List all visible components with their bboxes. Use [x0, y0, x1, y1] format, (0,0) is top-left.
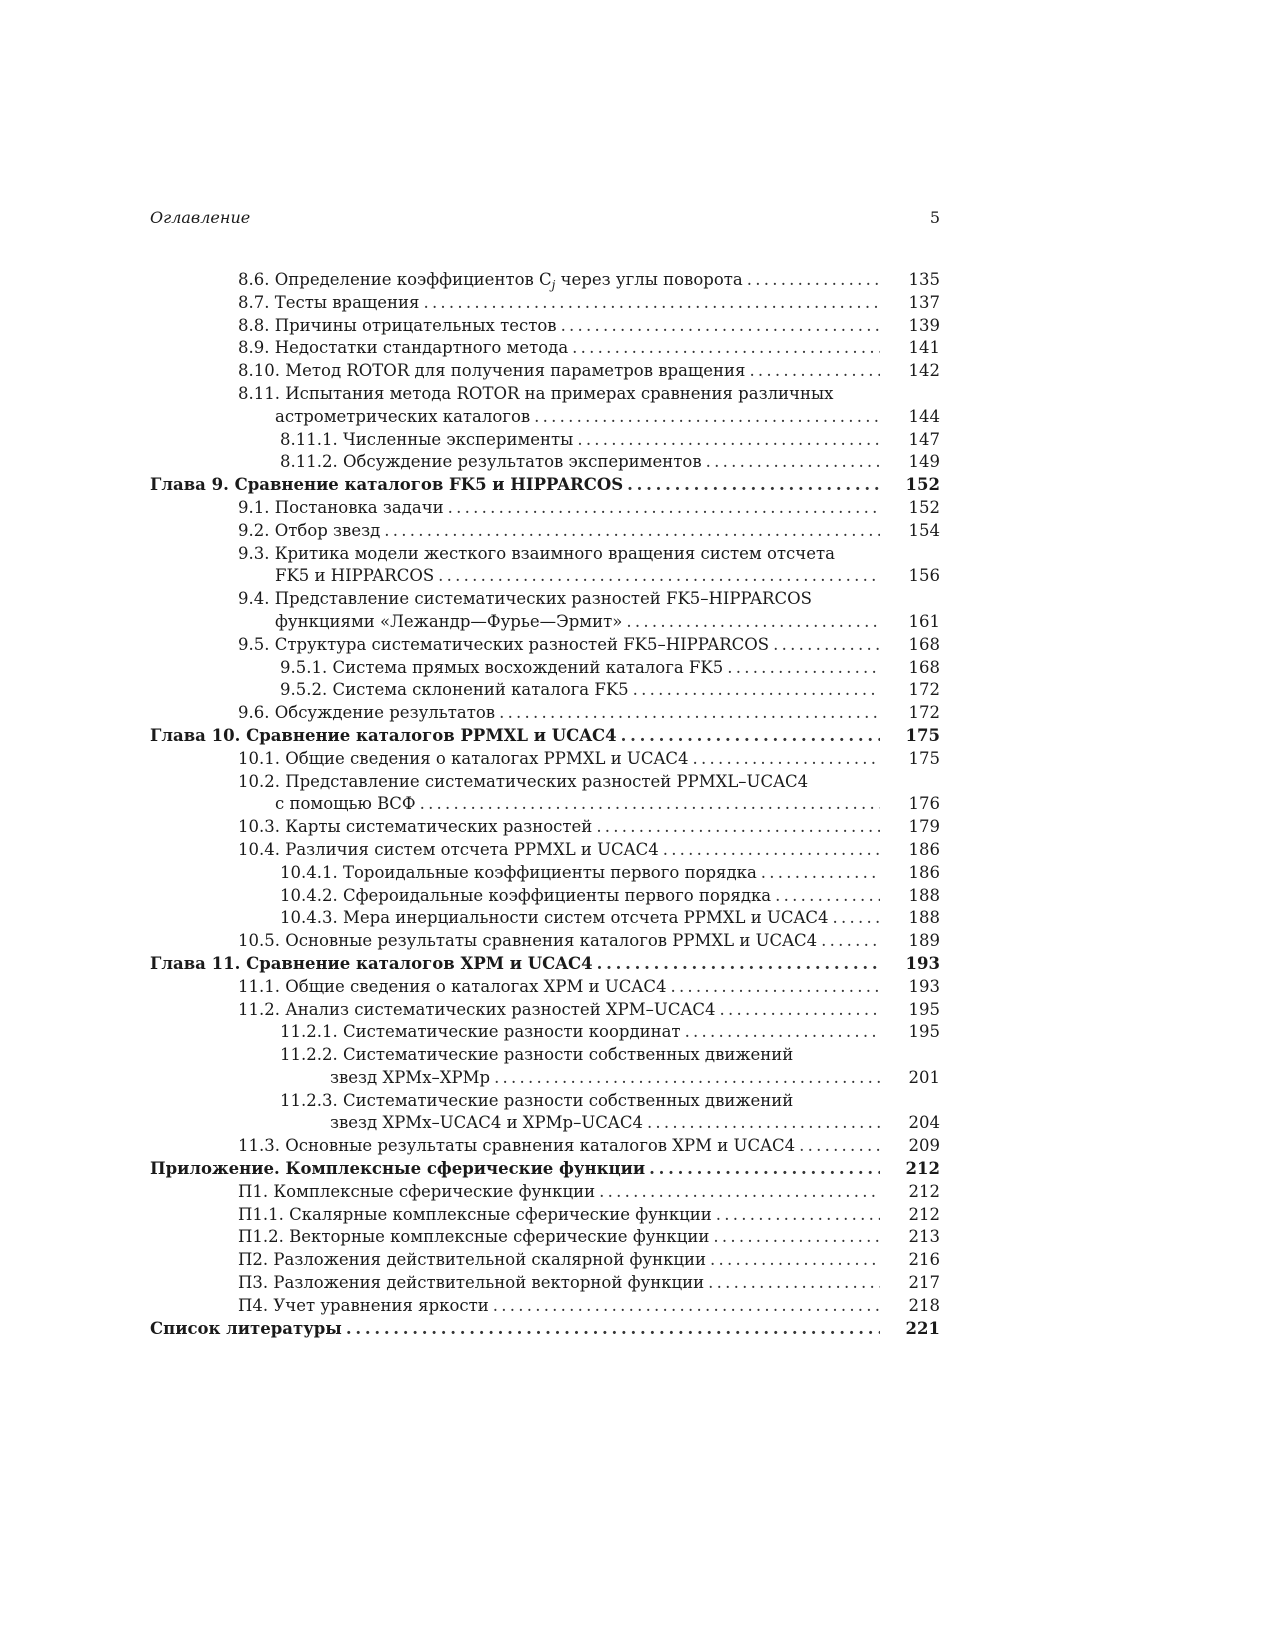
- dot-leader: [384, 520, 880, 543]
- dot-leader: [713, 1226, 880, 1249]
- toc-entry-title: FK5 и HIPPARCOS: [275, 566, 435, 586]
- toc-entry-title: 9.5. Структура систематических разностей FK5–HIPPARCOS: [238, 634, 770, 654]
- toc-entry-title: П1.2. Векторные комплексные сферические функции: [238, 1227, 710, 1247]
- toc-entry-title: 8.11. Испытания метода ROTOR на примерах сравнения различных: [238, 383, 834, 403]
- toc-page-number: 189: [908, 931, 940, 951]
- toc-entry[interactable]: [150, 885, 940, 908]
- toc-entry-title: 9.4. Представление систематических разностей FK5–HIPPARCOS: [238, 589, 812, 609]
- toc-page-number: 188: [908, 908, 940, 928]
- toc-entry[interactable]: [150, 1272, 940, 1295]
- toc-entry[interactable]: [150, 1181, 940, 1204]
- toc-entry-title: 11.2.2. Систематические разности собственных движений: [280, 1045, 794, 1065]
- dot-leader: [494, 1067, 880, 1090]
- dot-leader: [647, 1112, 880, 1135]
- toc-entry[interactable]: [150, 269, 940, 292]
- toc-entry-title: Приложение. Комплексные сферические функции: [150, 1159, 646, 1179]
- toc-entry[interactable]: [150, 657, 940, 680]
- toc-page-number: 195: [908, 1022, 940, 1042]
- toc-page-number: 152: [905, 475, 940, 495]
- dot-leader: [775, 885, 880, 908]
- toc-entry[interactable]: [150, 771, 940, 794]
- dot-leader: [663, 839, 880, 862]
- toc-page-number: 218: [908, 1295, 940, 1315]
- dot-leader: [821, 930, 880, 953]
- running-head: [150, 208, 940, 230]
- running-head-title: Оглавление: [150, 208, 251, 227]
- toc-entry-title: 10.4.1. Тороидальные коэффициенты первого порядка: [280, 862, 757, 882]
- toc-entry[interactable]: [150, 999, 940, 1022]
- toc-entry-title: 8.9. Недостатки стандартного метода: [238, 338, 569, 358]
- toc-entry[interactable]: [150, 1044, 940, 1067]
- toc-entry[interactable]: [150, 451, 940, 474]
- toc-page-number: 142: [908, 361, 940, 381]
- dot-leader: [626, 611, 880, 634]
- toc-entry[interactable]: [150, 1067, 940, 1090]
- dot-leader: [597, 953, 880, 976]
- toc-entry[interactable]: [150, 816, 940, 839]
- toc-entry-title: 9.6. Обсуждение результатов: [238, 703, 496, 723]
- dot-leader: [346, 1318, 880, 1341]
- toc-page-number: 204: [908, 1113, 940, 1133]
- toc-page-number: 175: [905, 725, 940, 745]
- toc-entry[interactable]: [150, 702, 940, 725]
- toc-entry-title: 11.2.3. Систематические разности собственных движений: [280, 1090, 794, 1110]
- dot-leader: [534, 406, 880, 429]
- dot-leader: [572, 337, 880, 360]
- toc-page-number: 172: [908, 703, 940, 723]
- dot-leader: [706, 451, 880, 474]
- dot-leader: [599, 1181, 880, 1204]
- toc-entry-title: 11.3. Основные результаты сравнения каталогов XPM и UCAC4: [238, 1136, 796, 1156]
- toc-entry[interactable]: [150, 429, 940, 452]
- dot-leader: [708, 1272, 880, 1295]
- dot-leader: [761, 862, 880, 885]
- toc-entry-title: 9.2. Отбор звезд: [238, 520, 381, 540]
- dot-leader: [627, 474, 880, 497]
- toc-entry[interactable]: [150, 292, 940, 315]
- dot-leader: [727, 657, 880, 680]
- dot-leader: [438, 565, 880, 588]
- dot-leader: [577, 429, 880, 452]
- dot-leader: [685, 1021, 880, 1044]
- toc-page-number: 135: [908, 270, 940, 289]
- toc-entry-title: астрометрических каталогов: [275, 406, 531, 426]
- toc-entry[interactable]: [150, 1295, 940, 1318]
- toc-entry[interactable]: [150, 748, 940, 771]
- toc-page-number: 188: [908, 885, 940, 905]
- dot-leader: [448, 497, 880, 520]
- toc-page-number: 141: [908, 338, 940, 358]
- toc-entry-title: 8.7. Тесты вращения: [238, 292, 420, 312]
- toc-page-number: 156: [908, 566, 940, 586]
- dot-leader: [493, 1295, 880, 1318]
- toc-page-number: 212: [905, 1159, 940, 1179]
- toc-entry-title: 9.5.1. Система прямых восхождений каталога FK5: [280, 657, 724, 677]
- dot-leader: [596, 816, 880, 839]
- toc-entry-title: 8.11.1. Численные эксперименты: [280, 429, 574, 449]
- toc-entry-title: 10.4. Различия систем отсчета PPMXL и UCAC4: [238, 839, 659, 859]
- dot-leader: [799, 1135, 880, 1158]
- toc-entry-title: 8.11.2. Обсуждение результатов экспериментов: [280, 452, 702, 472]
- toc-entry-title: 10.4.3. Мера инерциальности систем отсчета PPMXL и UCAC4: [280, 908, 829, 928]
- dot-leader: [833, 907, 880, 930]
- toc-entry-title: 8.6. Определение коэффициентов $C_j$ через углы поворота: [238, 270, 743, 292]
- toc-entry-title: 10.4.2. Сфероидальные коэффициенты первого порядка: [280, 885, 772, 905]
- toc-page-number: 216: [908, 1250, 940, 1270]
- toc-entry[interactable]: [150, 930, 940, 953]
- toc-page-number: 137: [908, 292, 940, 312]
- toc-page-number: 149: [908, 452, 940, 472]
- toc-entry-title: П1. Комплексные сферические функции: [238, 1181, 596, 1201]
- toc-entry-title: 9.1. Постановка задачи: [238, 497, 444, 517]
- toc-page-number: 209: [908, 1136, 940, 1156]
- toc-entry[interactable]: [150, 634, 940, 657]
- toc-entry-title: звезд XPMx–XPMp: [330, 1067, 491, 1087]
- toc-entry-title: 8.10. Метод ROTOR для получения параметров вращения: [238, 361, 746, 381]
- toc-entry[interactable]: [150, 679, 940, 702]
- toc-entry-title: Глава 11. Сравнение каталогов XPM и UCAC4: [150, 953, 593, 973]
- toc-page-number: 144: [908, 406, 940, 426]
- toc-chapter-entry[interactable]: [150, 1158, 940, 1181]
- toc-page-number: 175: [908, 748, 940, 768]
- toc-page-number: 201: [908, 1067, 940, 1087]
- dot-leader: [420, 793, 880, 816]
- dot-leader: [649, 1158, 880, 1181]
- toc-page-number: 176: [908, 794, 940, 814]
- dot-leader: [693, 748, 880, 771]
- toc-entry-title: с помощью ВСФ: [275, 794, 416, 814]
- toc-entry-title: звезд XPMx–UCAC4 и XPMp–UCAC4: [330, 1113, 643, 1133]
- toc-entry-title: Глава 9. Сравнение каталогов FK5 и HIPPARCOS: [150, 475, 624, 495]
- toc-entry[interactable]: [150, 543, 940, 566]
- toc-chapter-entry[interactable]: [150, 474, 940, 497]
- toc-entry[interactable]: [150, 360, 940, 383]
- toc-page-number: 212: [908, 1204, 940, 1224]
- toc-page-number: 161: [908, 611, 940, 631]
- toc-page-number: 186: [908, 839, 940, 859]
- toc-entry-title: 11.2. Анализ систематических разностей XPM–UCAC4: [238, 999, 716, 1019]
- toc-entry[interactable]: [150, 1135, 940, 1158]
- dot-leader: [773, 634, 880, 657]
- toc-entry[interactable]: [150, 406, 940, 429]
- toc-entry-title: 10.3. Карты систематических разностей: [238, 817, 593, 837]
- toc-chapter-entry[interactable]: [150, 1318, 940, 1341]
- toc-entry-title: 10.2. Представление систематических разностей PPMXL–UCAC4: [238, 771, 809, 791]
- dot-leader: [561, 315, 880, 338]
- toc-entry[interactable]: [150, 383, 940, 406]
- dot-leader: [716, 1204, 880, 1227]
- toc-entry-title: П1.1. Скалярные комплексные сферические функции: [238, 1204, 712, 1224]
- toc-entry[interactable]: [150, 793, 940, 816]
- table-of-contents: [150, 269, 940, 1340]
- dot-leader: [633, 679, 880, 702]
- toc-entry[interactable]: [150, 976, 940, 999]
- toc-entry[interactable]: [150, 862, 940, 885]
- toc-chapter-entry[interactable]: [150, 953, 940, 976]
- toc-entry[interactable]: [150, 1204, 940, 1227]
- toc-page-number: 193: [905, 953, 940, 973]
- toc-entry[interactable]: [150, 588, 940, 611]
- toc-entry[interactable]: [150, 497, 940, 520]
- toc-entry-title: 9.3. Критика модели жесткого взаимного вращения систем отсчета: [238, 543, 835, 563]
- toc-entry-title: 9.5.2. Система склонений каталога FK5: [280, 680, 629, 700]
- dot-leader: [621, 725, 880, 748]
- toc-entry[interactable]: [150, 337, 940, 360]
- toc-entry-title: Список литературы: [150, 1318, 342, 1338]
- toc-entry[interactable]: [150, 1090, 940, 1113]
- toc-entry[interactable]: [150, 1249, 940, 1272]
- toc-entry[interactable]: [150, 315, 940, 338]
- toc-entry-title: 10.5. Основные результаты сравнения каталогов PPMXL и UCAC4: [238, 931, 818, 951]
- toc-page-number: 221: [905, 1318, 940, 1338]
- toc-entry[interactable]: [150, 1112, 940, 1135]
- toc-entry[interactable]: [150, 1226, 940, 1249]
- toc-page-number: 147: [908, 429, 940, 449]
- toc-page-number: 172: [908, 680, 940, 700]
- toc-page-number: 212: [908, 1181, 940, 1201]
- dot-leader: [749, 360, 880, 383]
- toc-page-number: 195: [908, 999, 940, 1019]
- page-number: 5: [929, 208, 940, 227]
- toc-page-number: 186: [908, 862, 940, 882]
- toc-entry-title: 11.2.1. Систематические разности координат: [280, 1022, 681, 1042]
- toc-page-number: 168: [908, 657, 940, 677]
- toc-entry-title: П4. Учет уравнения яркости: [238, 1295, 489, 1315]
- toc-entry-title: П3. Разложения действительной векторной функции: [238, 1273, 705, 1293]
- toc-entry-title: 11.1. Общие сведения о каталогах XPM и UCAC4: [238, 976, 667, 996]
- toc-entry-title: 8.8. Причины отрицательных тестов: [238, 315, 557, 335]
- dot-leader: [499, 702, 880, 725]
- toc-page-number: 154: [908, 520, 940, 540]
- toc-entry[interactable]: [150, 520, 940, 543]
- toc-page-number: 193: [908, 976, 940, 996]
- toc-page-number: 213: [908, 1227, 940, 1247]
- dot-leader: [423, 292, 880, 315]
- dot-leader: [710, 1249, 880, 1272]
- toc-entry[interactable]: [150, 1021, 940, 1044]
- toc-page-number: 152: [908, 497, 940, 517]
- dot-leader: [670, 976, 880, 999]
- toc-chapter-entry[interactable]: [150, 725, 940, 748]
- toc-entry-title: Глава 10. Сравнение каталогов PPMXL и UCAC4: [150, 725, 617, 745]
- toc-entry[interactable]: [150, 907, 940, 930]
- dot-leader: [747, 269, 880, 292]
- toc-entry-title: функциями «Лежандр—Фурье—Эрмит»: [275, 611, 623, 631]
- toc-page-number: 179: [908, 817, 940, 837]
- subscript: j: [551, 278, 556, 292]
- toc-page-number: 168: [908, 634, 940, 654]
- toc-page-number: 139: [908, 315, 940, 335]
- toc-entry[interactable]: [150, 565, 940, 588]
- toc-entry[interactable]: [150, 611, 940, 634]
- toc-entry[interactable]: [150, 839, 940, 862]
- toc-page-number: 217: [908, 1273, 940, 1293]
- dot-leader: [720, 999, 881, 1022]
- toc-entry-title: П2. Разложения действительной скалярной функции: [238, 1250, 706, 1270]
- toc-entry-title: 10.1. Общие сведения о каталогах PPMXL и UCAC4: [238, 748, 689, 768]
